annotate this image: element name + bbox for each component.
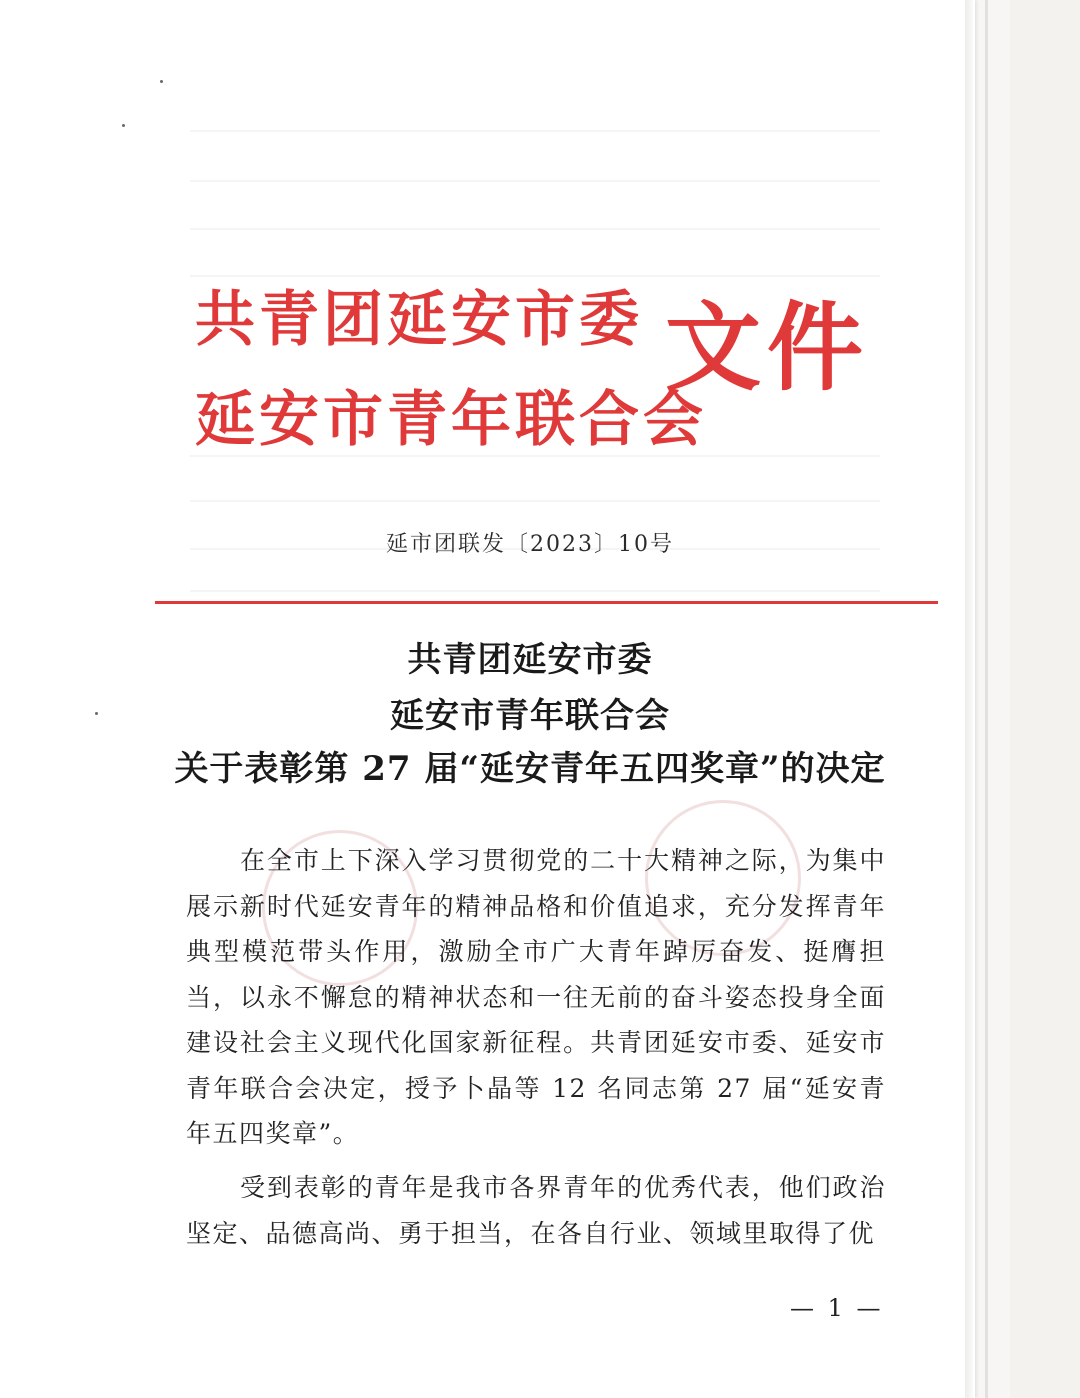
header-doc-type: 文件 (665, 291, 869, 404)
body-paragraph-1: 在全市上下深入学习贯彻党的二十大精神之际，为集中展示新时代延安青年的精神品格和价值追求，充分发挥青年典型模范带头作用，激励全市广大青年踔厉奋发、挺膺担当，以永不懈怠的精神状态和一往无前的奋斗姿态投身全面建设社会主义现代化国家新征程。共青团延安市委、延安市青年联合会决定，授予卜晶等 12 名同志第 27 届“延安青年五四奖章”。 (186, 846, 886, 1148)
underlying-page (1010, 0, 1080, 1398)
header-org-line2: 延安市青年联合会 (195, 385, 707, 455)
page-number: — 1 — (790, 1294, 884, 1322)
title-line1: 共青团延安市委 (407, 640, 653, 680)
document-number: 延市团联发〔2023〕10号 (386, 532, 674, 557)
title-line2: 延安市青年联合会 (390, 696, 670, 736)
page-edge-line (985, 0, 988, 1398)
header-org-line1: 共青团延安市委 (195, 285, 643, 355)
page-edge (965, 0, 973, 1398)
body-paragraph-2: 受到表彰的青年是我市各界青年的优秀代表，他们政治坚定、品德高尚、勇于担当，在各自行业、领域里取得了优 (186, 1173, 886, 1248)
red-separator-line (155, 601, 938, 604)
title-line3: 关于表彰第 27 届“延安青年五四奖章”的决定 (174, 749, 886, 789)
